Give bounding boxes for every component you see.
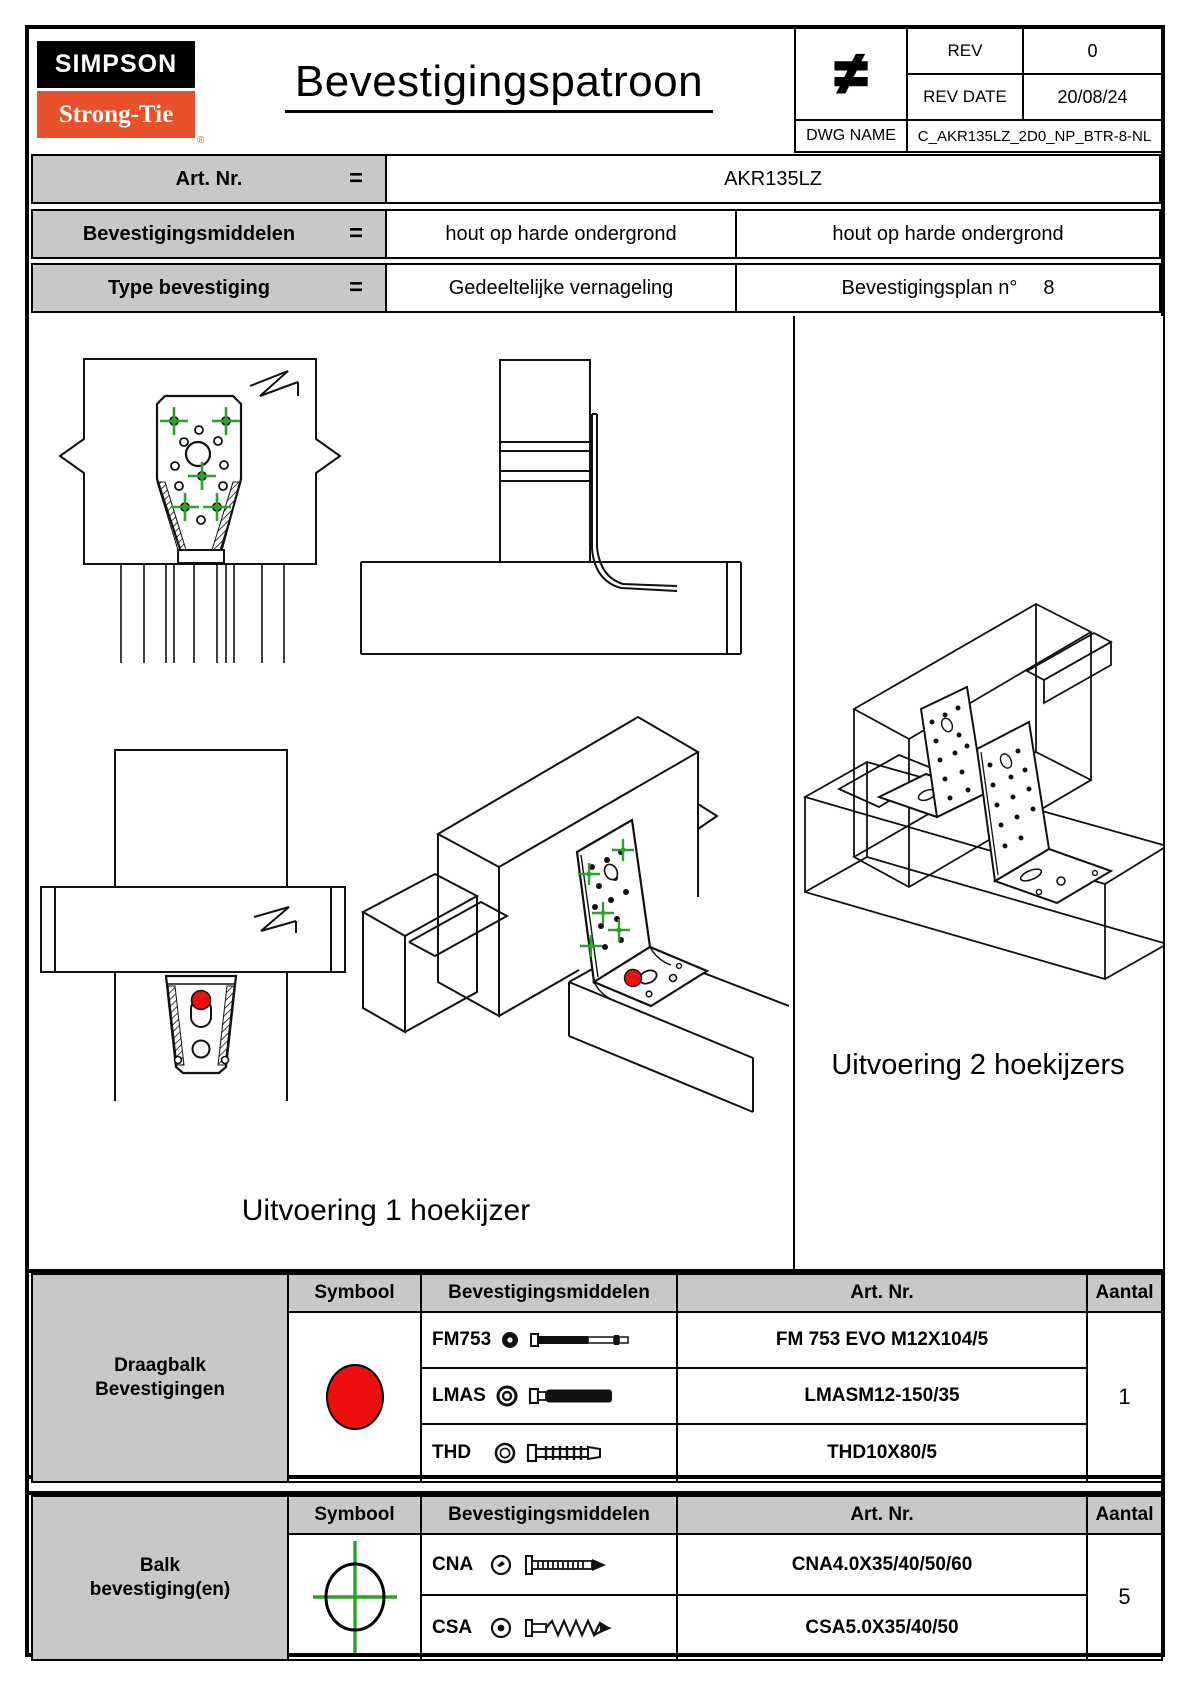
- rev-label: REV: [947, 41, 983, 60]
- header-symbool: Symbool: [287, 1495, 422, 1535]
- fastener-row-thd: [420, 1423, 678, 1483]
- balk-symbol-cell: [287, 1533, 422, 1661]
- screw-anchor-icon: [528, 1384, 620, 1408]
- artnr-cna: CNA4.0X35/40/50/60: [676, 1533, 1088, 1596]
- equals-sign: =: [348, 274, 363, 301]
- bottom-view-drawing: [39, 649, 349, 1109]
- anchor-bolt-icon: [529, 1330, 633, 1350]
- logo-registered-mark: ®: [197, 135, 205, 146]
- isometric-one-bracket-drawing: [349, 664, 789, 1114]
- spec-art-label-cell: [31, 154, 387, 204]
- simpson-logo: [37, 41, 195, 88]
- header-symbool: Symbool: [287, 1273, 422, 1313]
- spec-plan-number: 8: [1043, 276, 1055, 299]
- draagbalk-qty-cell: [1086, 1311, 1163, 1483]
- bolt-position-marker: [625, 970, 642, 987]
- artnr-fm753: FM 753 EVO M12X104/5: [676, 1311, 1088, 1369]
- dwg-name-value: C_AKR135LZ_2D0_NP_BTR-8-NL: [917, 127, 1152, 145]
- spec-fast-left-value: hout op harde ondergrond: [445, 222, 677, 245]
- rev-value: 0: [1087, 40, 1098, 61]
- fastener-code: LMAS: [432, 1385, 486, 1406]
- fastener-row-lmas: [420, 1367, 678, 1425]
- draagbalk-symbol-cell: [287, 1311, 422, 1483]
- rev-label-cell: [906, 27, 1024, 75]
- ring-nail-icon: [522, 1554, 622, 1576]
- header-bevestigingsmiddelen: Bevestigingsmiddelen: [420, 1273, 678, 1313]
- group-label-line1: Draagbalk: [114, 1355, 206, 1377]
- side-view-drawing: [359, 334, 759, 664]
- artnr-lmas: LMASM12-150/35: [676, 1367, 1088, 1425]
- spec-art-value: AKR135LZ: [724, 167, 822, 190]
- spec-art-value-cell: [385, 154, 1161, 204]
- rev-date-label: REV DATE: [923, 87, 1007, 106]
- nail-symbol-green-crosshair: [305, 1537, 405, 1657]
- page-title: Bevestigingspatroon: [209, 57, 789, 107]
- qty-value: 1: [1118, 1384, 1131, 1409]
- fastener-code: CSA: [432, 1616, 473, 1638]
- header-artnr: Art. Nr.: [676, 1495, 1088, 1535]
- equals-sign: =: [348, 220, 363, 247]
- caption-uitvoering-2: Uitvoering 2 hoekijzers: [831, 1049, 1125, 1081]
- fastener-row-csa: [420, 1594, 678, 1661]
- balk-table: [29, 1491, 1163, 1657]
- group-label-line2: Bevestigingen: [95, 1379, 225, 1400]
- artnr-csa: CSA5.0X35/40/50: [676, 1594, 1088, 1661]
- washer-ring-icon: [495, 1384, 519, 1408]
- caption-uitvoering-1: Uitvoering 1 hoekijzer: [241, 1194, 531, 1227]
- threaded-screw-icon: [526, 1441, 622, 1465]
- logo-text-strongtie: Strong-Tie: [58, 100, 174, 128]
- spec-fast-right-value: hout op harde ondergrond: [832, 222, 1064, 245]
- dwg-name-value-cell: [906, 119, 1163, 153]
- fastener-code: FM753: [432, 1329, 492, 1350]
- panel-divider: [793, 316, 795, 1269]
- qty-value: 5: [1118, 1584, 1131, 1609]
- fastener-code: CNA: [432, 1553, 474, 1575]
- group-label-line2: bevestiging(en): [89, 1579, 231, 1600]
- sheet-frame: [25, 25, 1165, 1657]
- csa-head-icon: [489, 1616, 513, 1640]
- strongtie-logo: [37, 91, 195, 138]
- bolt-position-marker: [192, 991, 211, 1010]
- dwg-name-label: DWG NAME: [806, 127, 896, 144]
- header-aantal: Aantal: [1086, 1495, 1163, 1535]
- header-aantal: Aantal: [1086, 1273, 1163, 1313]
- balk-group-label-cell: [31, 1495, 289, 1661]
- rev-date-value-cell: [1022, 73, 1163, 121]
- spec-fast-right-cell: [735, 209, 1161, 259]
- spec-fast-left-cell: [385, 209, 737, 259]
- spec-plan-label: Bevestigingsplan n°: [841, 276, 1018, 299]
- logo-text-simpson: SIMPSON: [54, 50, 178, 78]
- header-artnr: Art. Nr.: [676, 1273, 1088, 1313]
- draagbalk-group-label-cell: [31, 1273, 289, 1483]
- washer-icon: [500, 1330, 520, 1350]
- fastener-row-fm753: [420, 1311, 678, 1369]
- drawing-area: [29, 316, 1163, 1269]
- spec-fast-label-cell: [31, 209, 387, 259]
- spec-type-left-value: Gedeeltelijke vernageling: [448, 276, 674, 299]
- wood-screw-icon: [522, 1617, 626, 1639]
- front-view-drawing: [54, 334, 344, 664]
- group-label-line1: Balk: [139, 1555, 181, 1577]
- projection-symbol-icon: ≠: [835, 41, 867, 106]
- artnr-thd: THD10X80/5: [676, 1423, 1088, 1483]
- spec-fast-label: Bevestigingsmiddelen: [82, 222, 296, 245]
- draagbalk-table: [29, 1269, 1163, 1479]
- fastener-row-cna: [420, 1533, 678, 1596]
- dwg-name-label-cell: [794, 119, 908, 153]
- spec-type-left-cell: [385, 263, 737, 313]
- rev-date-label-cell: [906, 73, 1024, 121]
- isometric-two-brackets-drawing: [799, 559, 1163, 1049]
- spec-type-label-cell: [31, 263, 387, 313]
- header-bevestigingsmiddelen: Bevestigingsmiddelen: [420, 1495, 678, 1535]
- spec-type-label: Type bevestiging: [108, 276, 270, 299]
- spec-art-label: Art. Nr.: [175, 167, 243, 190]
- spec-table: [29, 151, 1163, 316]
- rev-date-value: 20/08/24: [1057, 86, 1128, 107]
- equals-sign: =: [348, 165, 363, 192]
- rev-value-cell: [1022, 27, 1163, 75]
- projection-symbol-cell: [794, 27, 908, 121]
- bolt-symbol-red-dot: [326, 1364, 384, 1430]
- fastener-code: THD: [432, 1442, 472, 1463]
- spec-plan-cell: [735, 263, 1161, 313]
- cna-head-icon: [489, 1553, 513, 1577]
- washer-ring-icon: [493, 1441, 517, 1465]
- title-block: [29, 29, 1161, 151]
- balk-qty-cell: [1086, 1533, 1163, 1661]
